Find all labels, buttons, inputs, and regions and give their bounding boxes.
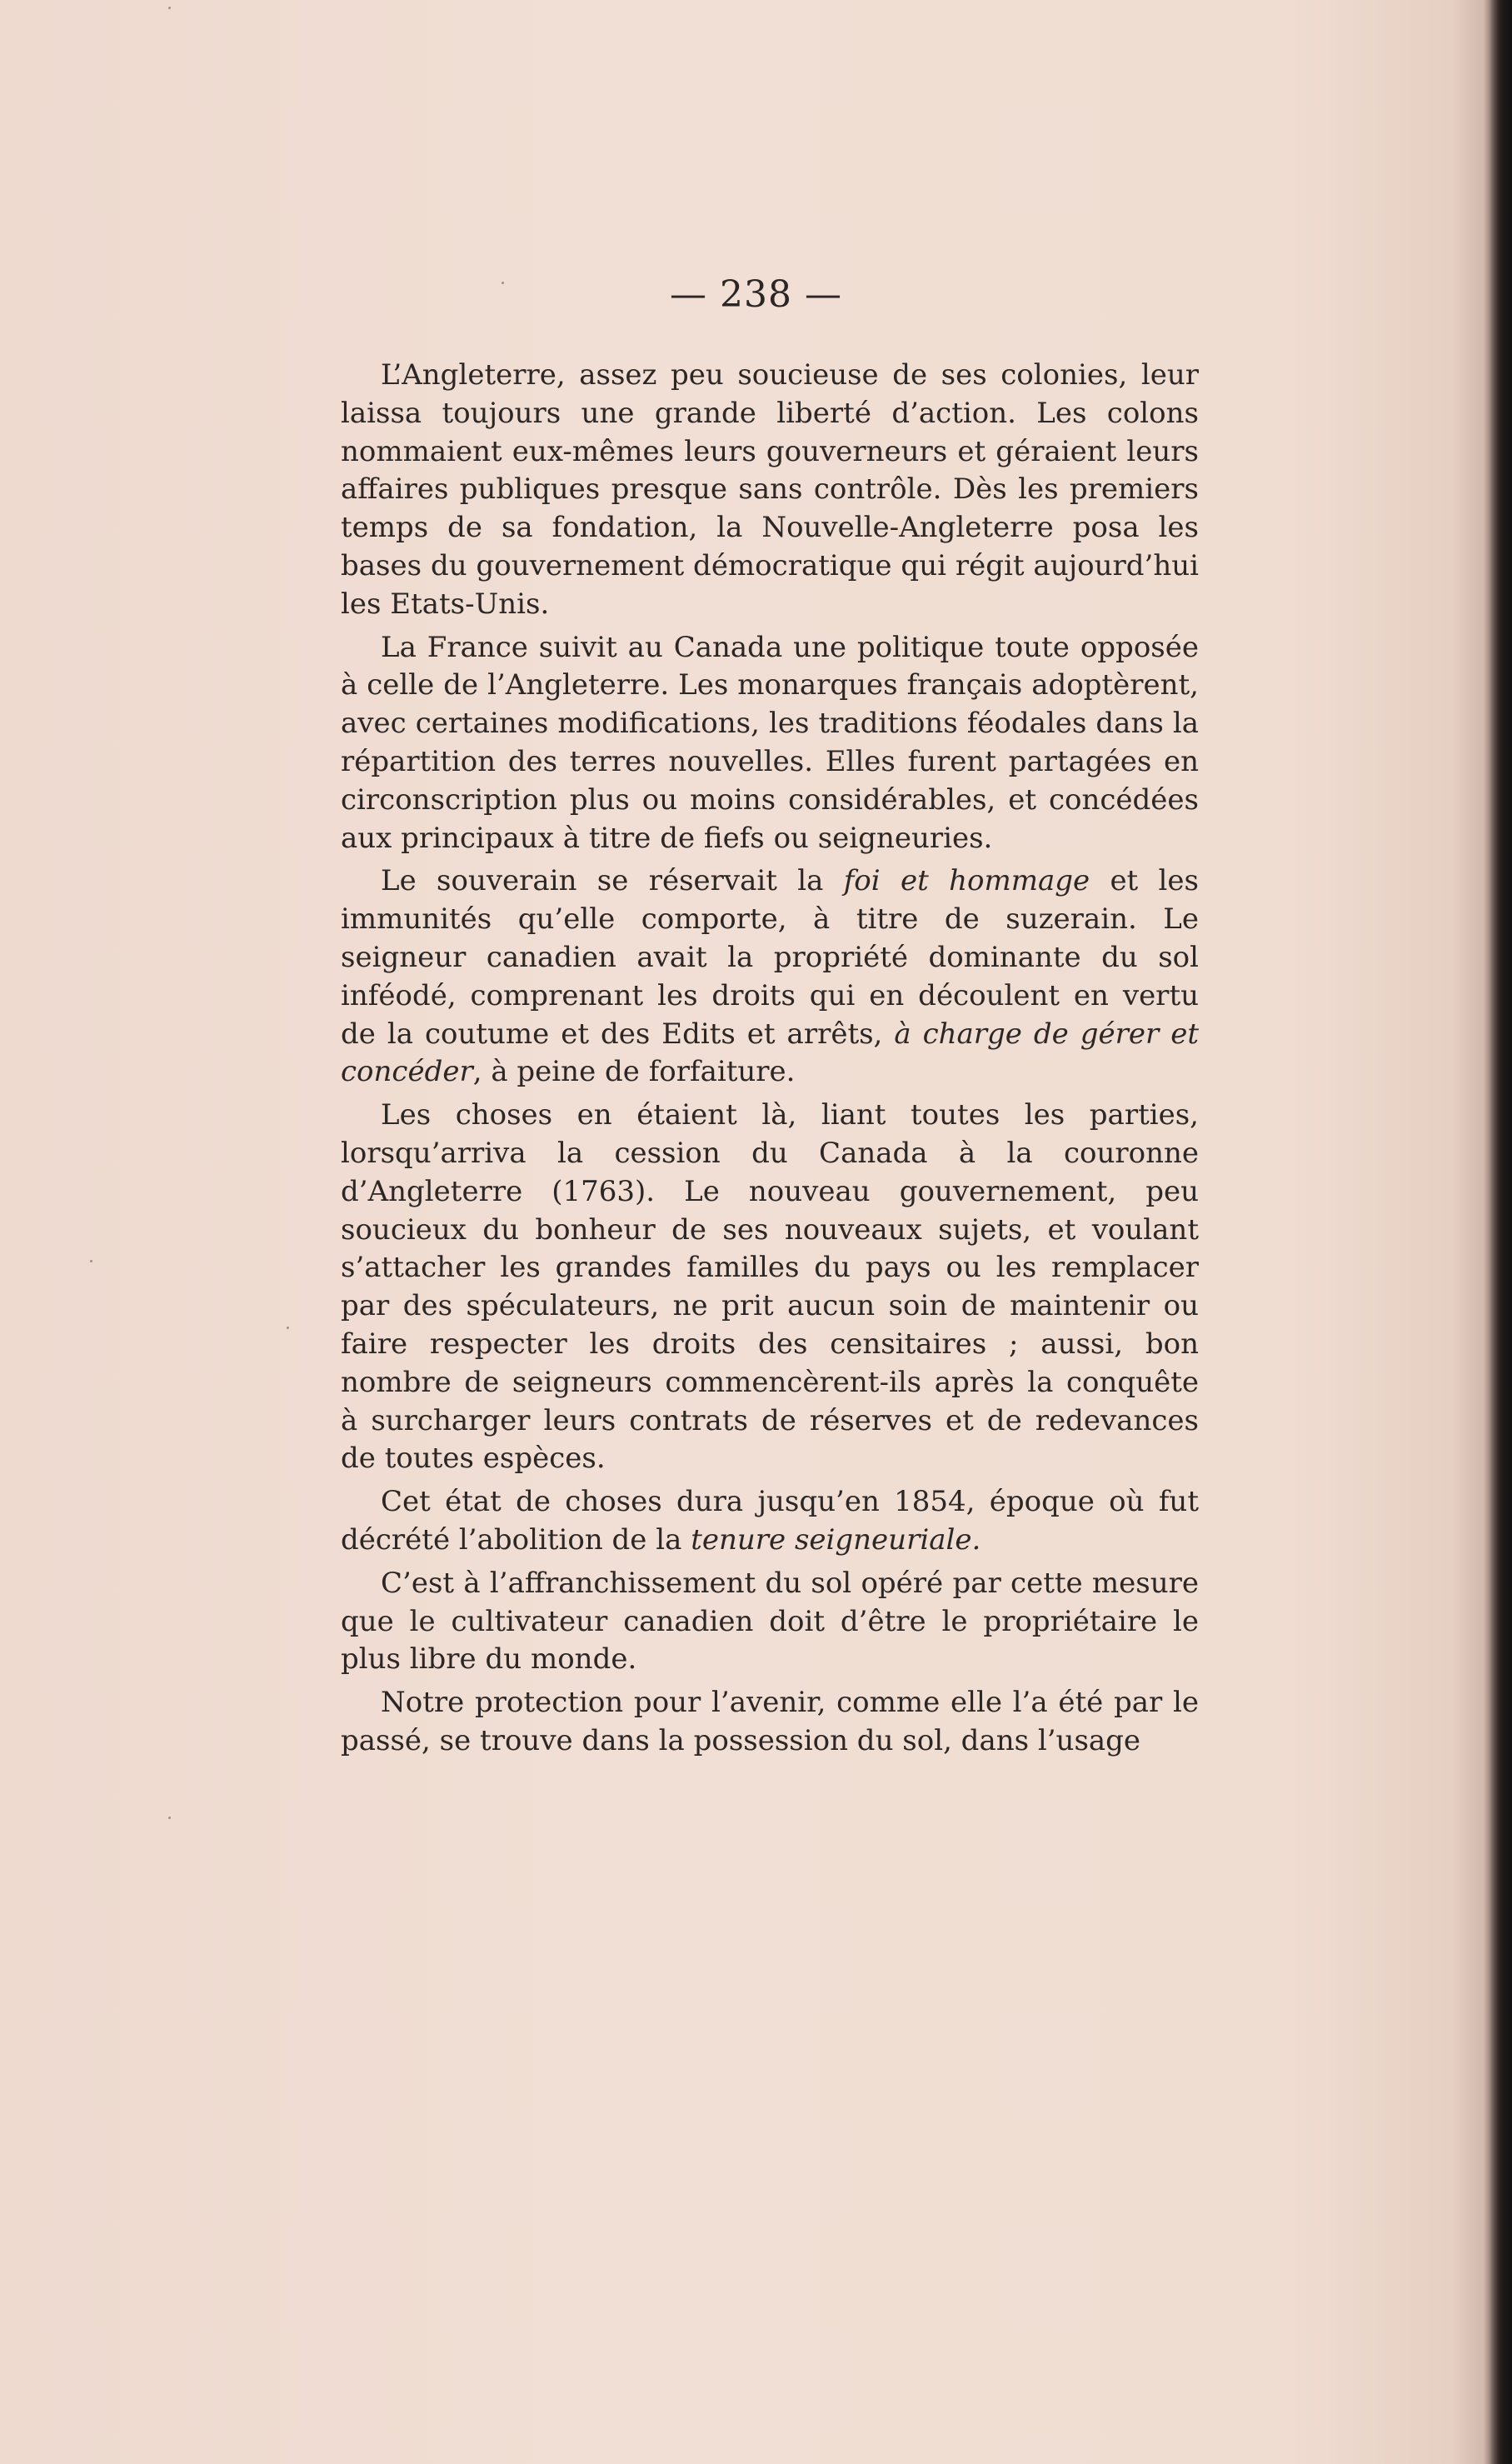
paper-speck (90, 1260, 92, 1262)
paper-speck (168, 1817, 171, 1819)
paragraph-3 (341, 862, 1199, 1092)
paper-speck (168, 7, 171, 9)
paragraph-1: L’Angleterre, assez peu soucieuse de ses colonies, leur laissa toujours une grande liberté d’action. Les colons nommaient eux-mêmes leurs gouverneurs et géraient leurs affaires publiques presque sans contrôle. Dès les premiers temps de sa fondation, la Nouvelle-Angleterre posa les bases du gouvernement démocratique qui régit aujourd’hui les Etats-Unis. (341, 358, 1199, 621)
paragraph-5-italic-tenure: tenure seigneuriale. (691, 1522, 981, 1557)
paragraph-3-text-start: Le souverain se réservait la (381, 864, 844, 898)
paragraph-3-italic-foi-hommage: foi et hommage (843, 864, 1090, 898)
body-text (341, 357, 1199, 1761)
paragraph-3-italic-gerer-conceder: à charge de gérer et concéder (341, 1017, 1199, 1089)
book-spine-shadow (1484, 0, 1512, 2464)
paragraph-6: C’est à l’affranchissement du sol opéré par cette mesure que le cultivateur canadien doit d’être le propriétaire le plus libre du monde. (341, 1566, 1199, 1677)
paragraph-5-text-start: Cet état de choses dura jusqu’en 1854, époque où fut décrété l’abolition de la (341, 1485, 1199, 1557)
paragraph-5 (341, 1483, 1199, 1560)
paragraph-2: La France suivit au Canada une politique toute opposée à celle de l’Angleterre. Les monarques français adoptèrent, avec certaines modifications, les traditions féodales dans la répartition des terres nouvelles. Elles furent partagées en circonscription plus ou moins considérables, et concédées aux principaux à titre de fiefs ou seigneuries. (341, 630, 1199, 855)
paragraph-4: Les choses en étaient là, liant toutes les parties, lorsqu’arriva la cession du Canada à la couronne d’Angleterre (1763). Le nouveau gouvernement, peu soucieux du bonheur de ses nouveaux sujets, et voulant s’attacher les grandes familles du pays ou les remplacer par des spéculateurs, ne prit aucun soin de maintenir ou faire respecter les droits des censitaires ; aussi, bon nombre de seigneurs commencèrent-ils après la conquête à surcharger leurs contrats de réserves et de redevances de toutes espèces. (341, 1098, 1199, 1476)
paragraph-3-text-end: , à peine de forfaiture. (472, 1055, 796, 1089)
page-number: — 238 — (670, 273, 842, 316)
paragraph-3-text-middle: et les immunités qu’elle comporte, à titre de suzerain. Le seigneur canadien avait la propriété dominante du sol inféodé, comprenant les droits qui en découlent en vertu de la coutume et des Edits et arrêts, (341, 864, 1199, 1051)
paper-speck (287, 1327, 289, 1329)
paragraph-7: Notre protection pour l’avenir, comme elle l’a été par le passé, se trouve dans la possession du sol, dans l’usage (341, 1686, 1199, 1757)
